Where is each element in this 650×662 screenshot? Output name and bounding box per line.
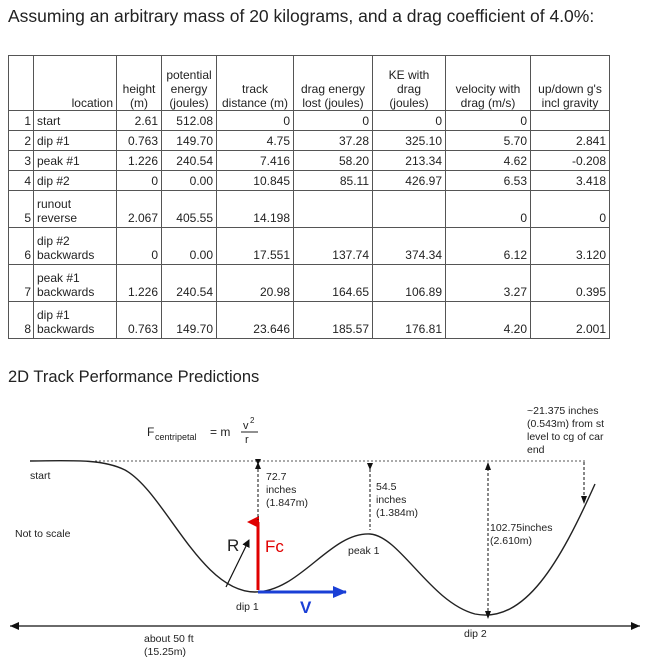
cell-velocity: 5.70: [446, 131, 531, 151]
drop1-value: 72.7: [266, 471, 287, 483]
track-diagram: [0, 392, 650, 662]
cell-index: 3: [9, 151, 34, 171]
cell-height: 1.226: [117, 151, 162, 171]
cell-height: 0.763: [117, 131, 162, 151]
cell-ke: 213.34: [373, 151, 446, 171]
cell-location: dip #1: [34, 131, 117, 151]
cell-height: 0: [117, 228, 162, 265]
formula-equals-m: = m: [210, 425, 231, 439]
cell-gs: 2.001: [531, 302, 610, 339]
cell-location: dip #2: [34, 171, 117, 191]
cell-index: 4: [9, 171, 34, 191]
cell-gs: 3.418: [531, 171, 610, 191]
cell-location: peak #1: [34, 151, 117, 171]
cell-velocity: 6.12: [446, 228, 531, 265]
cell-track-distance: 14.198: [217, 191, 294, 228]
cell-index: 8: [9, 302, 34, 339]
cell-gs: -0.208: [531, 151, 610, 171]
radius-label: R: [227, 536, 240, 555]
cell-index: 2: [9, 131, 34, 151]
formula-numerator: v: [243, 420, 249, 432]
col-header-potential-energy: potential energy (joules): [162, 56, 217, 111]
cell-velocity: 4.62: [446, 151, 531, 171]
cell-velocity: 6.53: [446, 171, 531, 191]
cell-drag-energy: 85.11: [294, 171, 373, 191]
cell-location: start: [34, 111, 117, 131]
cell-ke: 426.97: [373, 171, 446, 191]
cell-drag-energy: 37.28: [294, 131, 373, 151]
drop3-top-arrowhead: [485, 462, 491, 470]
centripetal-formula: [147, 416, 258, 446]
col-header-location: location: [34, 56, 117, 111]
cell-potential-energy: 240.54: [162, 265, 217, 302]
cell-potential-energy: 405.55: [162, 191, 217, 228]
col-header-height: height (m): [117, 56, 162, 111]
cell-location: runout reverse: [34, 191, 117, 228]
cell-ke: [373, 191, 446, 228]
velocity-label: V: [300, 598, 312, 617]
cell-velocity: 3.27: [446, 265, 531, 302]
drop2-arrowhead: [367, 463, 373, 470]
end-note-line1: ~21.375 inches: [527, 405, 599, 417]
drop1-metric: (1.847m): [266, 497, 309, 509]
cell-potential-energy: 0.00: [162, 228, 217, 265]
length-metric: (15.25m): [144, 646, 187, 658]
col-header-track-distance: track distance (m): [217, 56, 294, 111]
cell-ke: 106.89: [373, 265, 446, 302]
col-header-ke: KE with drag (joules): [373, 56, 446, 111]
cell-location: dip #1 backwards: [34, 302, 117, 339]
cell-track-distance: 23.646: [217, 302, 294, 339]
cell-drag-energy: 0: [294, 111, 373, 131]
table-row: [9, 171, 610, 191]
table-row: [9, 151, 610, 171]
energy-table: [8, 55, 610, 339]
cell-track-distance: 0: [217, 111, 294, 131]
length-left-arrowhead: [10, 622, 19, 630]
cell-location: dip #2 backwards: [34, 228, 117, 265]
cell-index: 7: [9, 265, 34, 302]
start-label: start: [30, 470, 51, 482]
intro-text: Assuming an arbitrary mass of 20 kilograms, and a drag coefficient of 4.0%:: [8, 6, 595, 26]
cell-drag-energy: 185.57: [294, 302, 373, 339]
col-header-drag-energy: drag energy lost (joules): [294, 56, 373, 111]
dip1-label: dip 1: [236, 601, 259, 613]
cell-ke: 176.81: [373, 302, 446, 339]
drop2-unit: inches: [376, 494, 407, 506]
cell-gs: 2.841: [531, 131, 610, 151]
table-row: [9, 265, 610, 302]
length-right-arrowhead: [631, 622, 640, 630]
cell-track-distance: 4.75: [217, 131, 294, 151]
end-note-line2: (0.543m) from st: [527, 418, 605, 430]
formula-f: F: [147, 425, 155, 439]
cell-drag-energy: [294, 191, 373, 228]
cell-potential-energy: 0.00: [162, 171, 217, 191]
drop1-unit: inches: [266, 484, 297, 496]
cell-height: 1.226: [117, 265, 162, 302]
end-note-line4: end: [527, 444, 545, 456]
col-header-velocity: velocity with drag (m/s): [446, 56, 531, 111]
cell-gs: 0.395: [531, 265, 610, 302]
cell-drag-energy: 137.74: [294, 228, 373, 265]
cell-gs: 0: [531, 191, 610, 228]
cell-ke: 325.10: [373, 131, 446, 151]
table-header-row: [9, 56, 610, 111]
drop2-metric: (1.384m): [376, 507, 419, 519]
cell-track-distance: 10.845: [217, 171, 294, 191]
end-note-line3: level to cg of car: [527, 431, 604, 443]
cell-track-distance: 7.416: [217, 151, 294, 171]
cell-velocity: 0: [446, 111, 531, 131]
drop2-value: 54.5: [376, 481, 397, 493]
length-value: about 50 ft: [144, 633, 194, 645]
cell-index: 6: [9, 228, 34, 265]
table-row: [9, 302, 610, 339]
peak1-label: peak 1: [348, 545, 380, 557]
cell-potential-energy: 149.70: [162, 302, 217, 339]
col-header-index: [9, 56, 34, 111]
cell-gs: [531, 111, 610, 131]
cell-height: 2.067: [117, 191, 162, 228]
cell-velocity: 4.20: [446, 302, 531, 339]
not-to-scale-label: Not to scale: [15, 528, 71, 540]
cell-height: 0.763: [117, 302, 162, 339]
cell-potential-energy: 240.54: [162, 151, 217, 171]
formula-exponent: 2: [250, 416, 255, 425]
table-row: [9, 131, 610, 151]
section-title: 2D Track Performance Predictions: [8, 368, 260, 386]
cell-height: 0: [117, 171, 162, 191]
fc-label: Fc: [265, 537, 284, 556]
drop3-value: 102.75inches: [490, 522, 553, 534]
cell-ke: 0: [373, 111, 446, 131]
cell-index: 5: [9, 191, 34, 228]
cell-track-distance: 20.98: [217, 265, 294, 302]
formula-denominator: r: [245, 434, 249, 446]
cell-location: peak #1 backwards: [34, 265, 117, 302]
cell-track-distance: 17.551: [217, 228, 294, 265]
cell-potential-energy: 149.70: [162, 131, 217, 151]
cell-index: 1: [9, 111, 34, 131]
cell-drag-energy: 164.65: [294, 265, 373, 302]
cell-drag-energy: 58.20: [294, 151, 373, 171]
col-header-gs: up/down g's incl gravity: [531, 56, 610, 111]
drop3-metric: (2.610m): [490, 535, 533, 547]
drop1-arrowhead: [255, 462, 261, 469]
cell-gs: 3.120: [531, 228, 610, 265]
cell-velocity: 0: [446, 191, 531, 228]
table-row: [9, 191, 610, 228]
table-row: [9, 228, 610, 265]
dip2-label: dip 2: [464, 628, 487, 640]
cell-ke: 374.34: [373, 228, 446, 265]
formula-subscript: centripetal: [155, 432, 197, 442]
table-row: [9, 111, 610, 131]
cell-potential-energy: 512.08: [162, 111, 217, 131]
cell-height: 2.61: [117, 111, 162, 131]
